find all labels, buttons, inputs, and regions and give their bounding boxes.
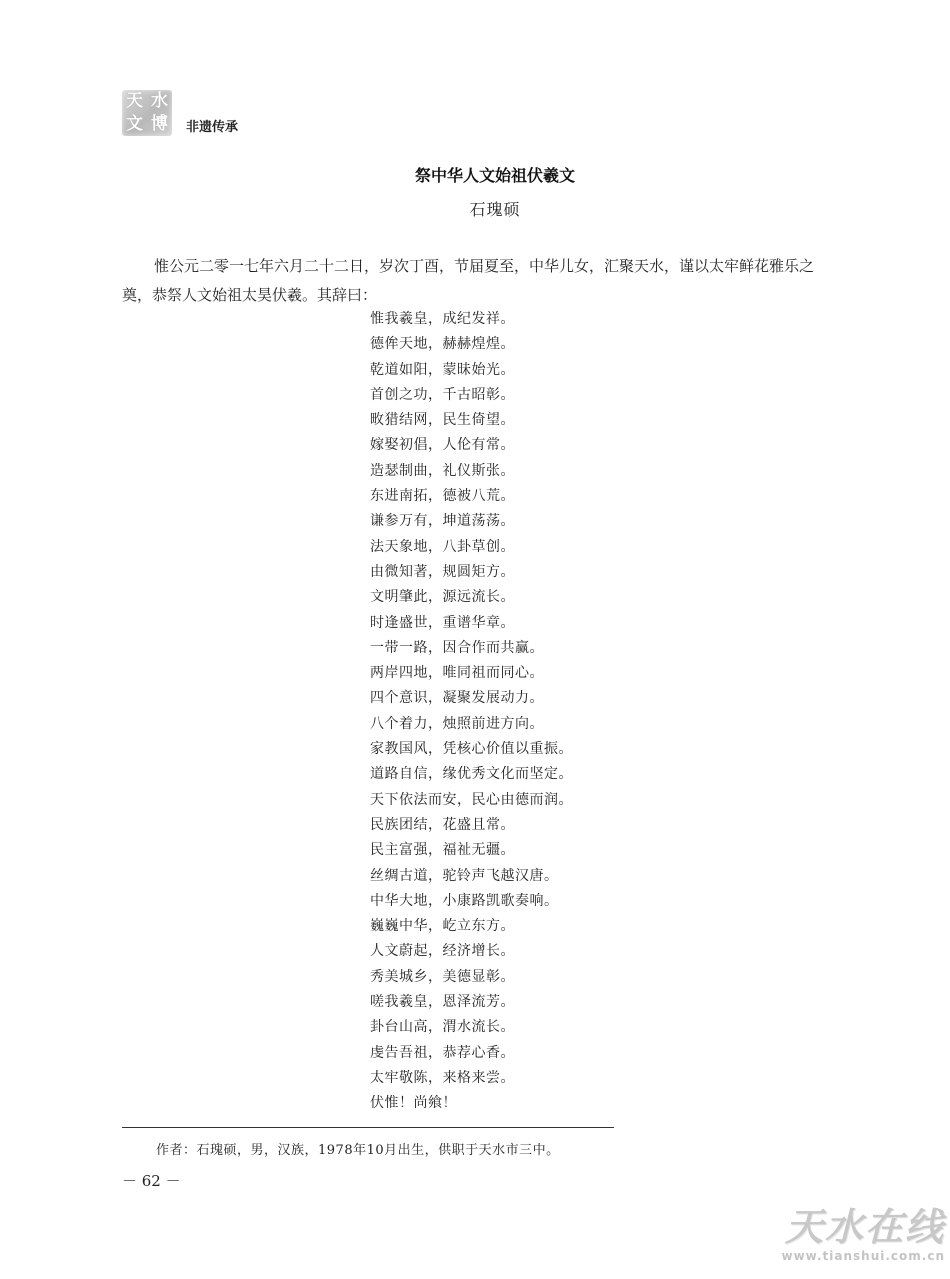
verse-line: 造瑟制曲，礼仪斯张。 xyxy=(370,462,515,479)
verse-line: 伏惟！尚飨！ xyxy=(370,1095,457,1112)
journal-logo xyxy=(122,90,172,136)
watermark-url: www.tianshui.com.cn xyxy=(781,1249,945,1263)
article-intro: 惟公元二零一七年六月二十二日，岁次丁酉，节届夏至，中华儿女，汇聚天水，谨以太牢鲜花雅乐之奠，恭祭人文始祖太昊伏羲。其辞曰： xyxy=(122,257,815,304)
verse-line: 太牢敬陈，来格来尝。 xyxy=(370,1069,515,1086)
verse-line: 法天象地，八卦草创。 xyxy=(370,538,515,555)
verse-line: 嫁娶初倡，人伦有常。 xyxy=(370,437,515,454)
logo-char: 文 xyxy=(126,114,143,134)
verse-line: 东进南拓，德被八荒。 xyxy=(370,488,515,505)
verse-line: 谦参万有，坤道荡荡。 xyxy=(370,513,515,530)
verse-list xyxy=(370,307,573,1117)
verse-line: 四个意识，凝聚发展动力。 xyxy=(370,690,544,707)
page-number: － 62 － xyxy=(122,1172,181,1190)
verse-line: 巍巍中华，屹立东方。 xyxy=(370,918,515,935)
verse-line: 德侔天地，赫赫煌煌。 xyxy=(370,336,515,353)
verse-line: 卦台山高，渭水流长。 xyxy=(370,1019,515,1036)
verse-line: 民主富强，福祉无疆。 xyxy=(370,842,515,859)
verse-line: 家教国风，凭核心价值以重振。 xyxy=(370,741,573,758)
verse-line: 两岸四地，唯同祖而同心。 xyxy=(370,665,544,682)
verse-line: 畋猎结网，民生倚望。 xyxy=(370,412,515,429)
verse-line: 一带一路，因合作而共赢。 xyxy=(370,639,544,656)
article-title: 祭中华人文始祖伏羲文 xyxy=(414,166,575,185)
verse-line: 天下依法而安，民心由德而润。 xyxy=(370,791,573,808)
verse-line: 时逢盛世，重谱华章。 xyxy=(370,614,515,631)
verse-line: 中华大地，小康路凯歌奏响。 xyxy=(370,892,559,909)
verse-line: 由微知著，规圆矩方。 xyxy=(370,563,515,580)
verse-line: 八个着力，烛照前进方向。 xyxy=(370,715,544,732)
author-footnote: 作者：石瑰硕，男，汉族，1978年10月出生，供职于天水市三中。 xyxy=(156,1143,560,1158)
logo-char: 博 xyxy=(151,114,168,134)
verse-line: 虔告吾祖，恭荐心香。 xyxy=(370,1044,515,1061)
verse-line: 惟我羲皇，成纪发祥。 xyxy=(370,311,515,327)
verse-line: 文明肇此，源远流长。 xyxy=(370,589,515,606)
verse-line: 民族团结，花盛且常。 xyxy=(370,816,515,833)
verse-line: 首创之功，千古昭彰。 xyxy=(370,386,515,403)
logo-char: 水 xyxy=(151,91,168,111)
verse-line: 嗟我羲皇，恩泽流芳。 xyxy=(370,994,515,1011)
verse-line: 道路自信，缘优秀文化而坚定。 xyxy=(370,766,573,783)
verse-line: 乾道如阳，蒙昧始光。 xyxy=(370,361,515,378)
footnote-divider xyxy=(122,1127,614,1128)
verse-line: 秀美城乡，美德显彰。 xyxy=(370,968,515,985)
article-author: 石瑰硕 xyxy=(469,200,521,219)
logo-char: 天 xyxy=(126,91,143,111)
verse-line: 人文蔚起，经济增长。 xyxy=(370,943,515,960)
watermark-logo-text: 天水在线 xyxy=(784,1205,945,1249)
verse-line: 丝绸古道，驼铃声飞越汉唐。 xyxy=(370,867,559,884)
section-label: 非遗传承 xyxy=(186,120,239,135)
site-watermark xyxy=(770,1205,945,1275)
